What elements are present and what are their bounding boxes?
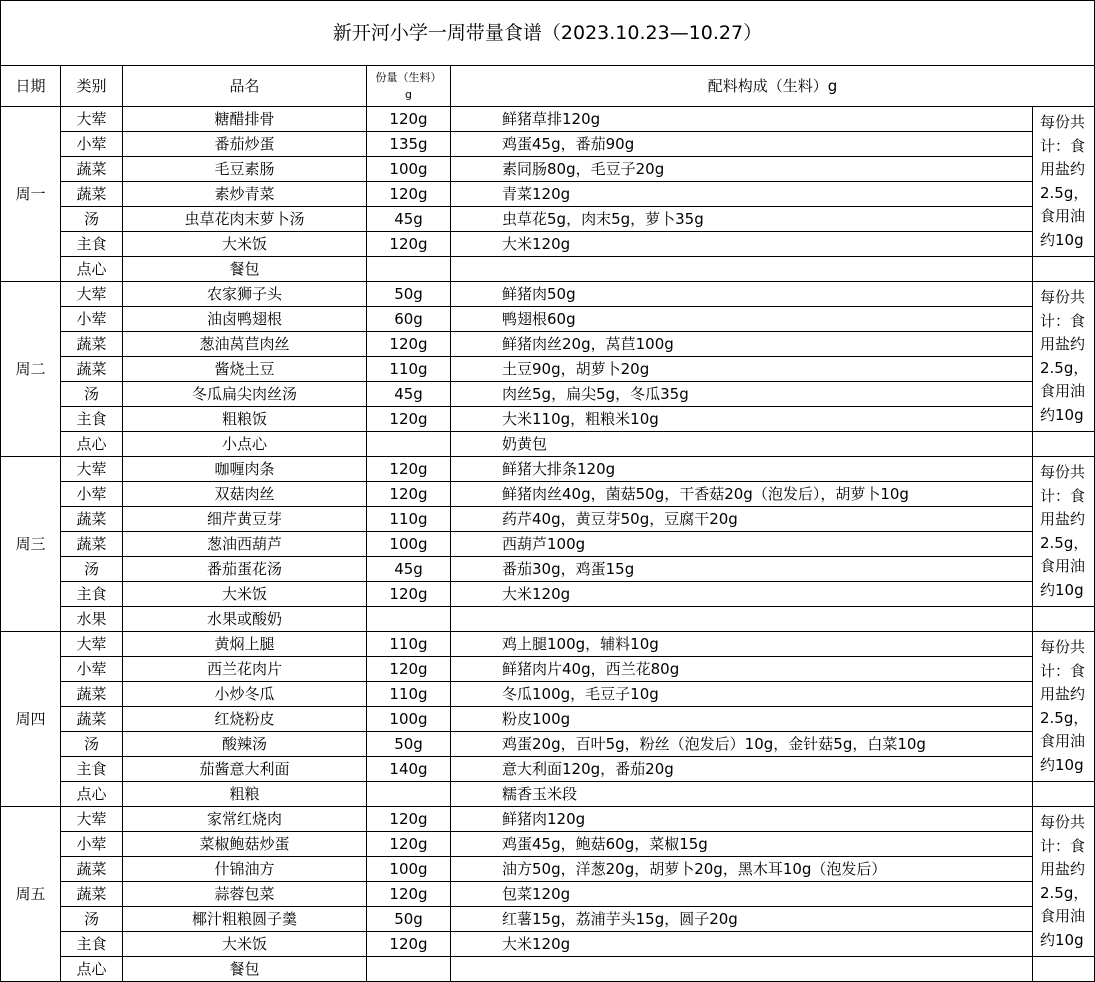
portion-cell	[367, 782, 451, 807]
portion-cell: 110g	[367, 357, 451, 382]
header-ingredients: 配料构成（生料）g	[451, 66, 1095, 107]
day-label: 周四	[1, 632, 61, 807]
dish-cell: 小点心	[123, 432, 367, 457]
ingredients-cell: 西葫芦100g	[451, 532, 1033, 557]
portion-cell: 50g	[367, 907, 451, 932]
day-label: 周一	[1, 107, 61, 282]
portion-cell: 100g	[367, 532, 451, 557]
ingredients-cell: 虫草花5g，肉末5g，萝卜35g	[451, 207, 1033, 232]
table-row	[1, 157, 1095, 182]
category-cell: 大荤	[61, 632, 123, 657]
portion-cell: 120g	[367, 882, 451, 907]
category-cell: 蔬菜	[61, 357, 123, 382]
table-row	[1, 707, 1095, 732]
category-cell: 蔬菜	[61, 182, 123, 207]
table-row	[1, 732, 1095, 757]
table-row	[1, 682, 1095, 707]
category-cell: 蔬菜	[61, 532, 123, 557]
portion-cell: 120g	[367, 107, 451, 132]
category-cell: 蔬菜	[61, 882, 123, 907]
portion-cell	[367, 257, 451, 282]
header-dish: 品名	[123, 66, 367, 107]
dish-cell: 农家狮子头	[123, 282, 367, 307]
table-row	[1, 807, 1095, 832]
ingredients-cell	[451, 957, 1033, 982]
portion-cell: 140g	[367, 757, 451, 782]
dish-cell: 椰汁粗粮圆子羹	[123, 907, 367, 932]
table-row	[1, 657, 1095, 682]
ingredients-cell	[451, 607, 1033, 632]
note-blank-cell	[1033, 607, 1095, 632]
category-cell: 小荤	[61, 307, 123, 332]
ingredients-cell: 鲜猪肉片40g，西兰花80g	[451, 657, 1033, 682]
portion-cell	[367, 432, 451, 457]
ingredients-cell: 包菜120g	[451, 882, 1033, 907]
ingredients-cell: 糯香玉米段	[451, 782, 1033, 807]
category-cell: 大荤	[61, 457, 123, 482]
table-row	[1, 407, 1095, 432]
portion-cell	[367, 607, 451, 632]
nutrition-note: 每份共计：食用盐约2.5g，食用油约10g	[1033, 282, 1095, 432]
ingredients-cell: 鲜猪草排120g	[451, 107, 1033, 132]
dish-cell: 水果或酸奶	[123, 607, 367, 632]
dish-cell: 大米饭	[123, 932, 367, 957]
ingredients-cell: 红薯15g，荔浦芋头15g，圆子20g	[451, 907, 1033, 932]
dish-cell: 粗粮	[123, 782, 367, 807]
table-row	[1, 382, 1095, 407]
portion-cell: 120g	[367, 657, 451, 682]
table-row	[1, 832, 1095, 857]
dish-cell: 番茄炒蛋	[123, 132, 367, 157]
portion-cell: 110g	[367, 507, 451, 532]
category-cell: 汤	[61, 732, 123, 757]
category-cell: 汤	[61, 907, 123, 932]
category-cell: 点心	[61, 257, 123, 282]
category-cell: 小荤	[61, 132, 123, 157]
ingredients-cell: 奶黄包	[451, 432, 1033, 457]
header-category: 类别	[61, 66, 123, 107]
portion-cell: 50g	[367, 732, 451, 757]
category-cell: 点心	[61, 432, 123, 457]
table-row	[1, 232, 1095, 257]
portion-cell: 120g	[367, 182, 451, 207]
note-blank-cell	[1033, 782, 1095, 807]
table-row	[1, 632, 1095, 657]
portion-cell: 120g	[367, 932, 451, 957]
note-blank-cell	[1033, 957, 1095, 982]
ingredients-cell: 大米110g，粗粮米10g	[451, 407, 1033, 432]
table-row	[1, 357, 1095, 382]
category-cell: 汤	[61, 557, 123, 582]
table-row	[1, 332, 1095, 357]
ingredients-cell: 鸡蛋20g，百叶5g，粉丝（泡发后）10g，金针菇5g，白菜10g	[451, 732, 1033, 757]
category-cell: 汤	[61, 382, 123, 407]
category-cell: 大荤	[61, 107, 123, 132]
portion-cell: 100g	[367, 707, 451, 732]
ingredients-cell: 冬瓜100g，毛豆子10g	[451, 682, 1033, 707]
portion-cell: 110g	[367, 632, 451, 657]
dish-cell: 虫草花肉末萝卜汤	[123, 207, 367, 232]
dish-cell: 番茄蛋花汤	[123, 557, 367, 582]
nutrition-note: 每份共计：食用盐约2.5g，食用油约10g	[1033, 107, 1095, 257]
category-cell: 点心	[61, 782, 123, 807]
ingredients-cell: 鲜猪肉丝20g，莴苣100g	[451, 332, 1033, 357]
portion-cell: 120g	[367, 807, 451, 832]
ingredients-cell: 番茄30g，鸡蛋15g	[451, 557, 1033, 582]
ingredients-cell	[451, 257, 1033, 282]
dish-cell: 素炒青菜	[123, 182, 367, 207]
table-row	[1, 607, 1095, 632]
portion-cell: 120g	[367, 332, 451, 357]
table-row	[1, 257, 1095, 282]
nutrition-note: 每份共计：食用盐约2.5g，食用油约10g	[1033, 807, 1095, 957]
table-row	[1, 432, 1095, 457]
table-row	[1, 507, 1095, 532]
dish-cell: 葱油莴苣肉丝	[123, 332, 367, 357]
category-cell: 点心	[61, 957, 123, 982]
category-cell: 主食	[61, 757, 123, 782]
dish-cell: 大米饭	[123, 582, 367, 607]
portion-cell: 120g	[367, 407, 451, 432]
table-row	[1, 182, 1095, 207]
dish-cell: 菜椒鲍菇炒蛋	[123, 832, 367, 857]
portion-cell: 60g	[367, 307, 451, 332]
table-row	[1, 557, 1095, 582]
table-row	[1, 282, 1095, 307]
category-cell: 大荤	[61, 282, 123, 307]
ingredients-cell: 鸭翅根60g	[451, 307, 1033, 332]
table-row	[1, 757, 1095, 782]
portion-cell: 100g	[367, 857, 451, 882]
dish-cell: 葱油西葫芦	[123, 532, 367, 557]
category-cell: 蔬菜	[61, 332, 123, 357]
category-cell: 小荤	[61, 832, 123, 857]
dish-cell: 酸辣汤	[123, 732, 367, 757]
ingredients-cell: 青菜120g	[451, 182, 1033, 207]
dish-cell: 家常红烧肉	[123, 807, 367, 832]
ingredients-cell: 鲜猪肉50g	[451, 282, 1033, 307]
category-cell: 小荤	[61, 657, 123, 682]
dish-cell: 大米饭	[123, 232, 367, 257]
day-label: 周三	[1, 457, 61, 632]
page-title: 新开河小学一周带量食谱（2023.10.23—10.27）	[1, 1, 1095, 66]
table-row	[1, 207, 1095, 232]
category-cell: 蔬菜	[61, 157, 123, 182]
note-blank-cell	[1033, 432, 1095, 457]
day-label: 周五	[1, 807, 61, 982]
ingredients-cell: 药芹40g，黄豆芽50g，豆腐干20g	[451, 507, 1033, 532]
table-row	[1, 482, 1095, 507]
portion-cell: 45g	[367, 207, 451, 232]
dish-cell: 毛豆素肠	[123, 157, 367, 182]
portion-cell: 120g	[367, 457, 451, 482]
category-cell: 主食	[61, 932, 123, 957]
portion-cell	[367, 957, 451, 982]
dish-cell: 西兰花肉片	[123, 657, 367, 682]
ingredients-cell: 鲜猪肉120g	[451, 807, 1033, 832]
table-row	[1, 932, 1095, 957]
table-row	[1, 782, 1095, 807]
category-cell: 蔬菜	[61, 707, 123, 732]
dish-cell: 油卤鸭翅根	[123, 307, 367, 332]
dish-cell: 茄酱意大利面	[123, 757, 367, 782]
nutrition-note: 每份共计：食用盐约2.5g，食用油约10g	[1033, 457, 1095, 607]
ingredients-cell: 意大利面120g，番茄20g	[451, 757, 1033, 782]
note-blank-cell	[1033, 257, 1095, 282]
table-row	[1, 907, 1095, 932]
category-cell: 小荤	[61, 482, 123, 507]
dish-cell: 蒜蓉包菜	[123, 882, 367, 907]
header-portion-line1: 份量（生料）	[375, 71, 442, 84]
dish-cell: 酱烧土豆	[123, 357, 367, 382]
dish-cell: 咖喱肉条	[123, 457, 367, 482]
portion-cell: 45g	[367, 557, 451, 582]
table-row	[1, 307, 1095, 332]
table-row	[1, 457, 1095, 482]
dish-cell: 细芹黄豆芽	[123, 507, 367, 532]
ingredients-cell: 粉皮100g	[451, 707, 1033, 732]
portion-cell: 120g	[367, 582, 451, 607]
nutrition-note: 每份共计：食用盐约2.5g，食用油约10g	[1033, 632, 1095, 782]
portion-cell: 110g	[367, 682, 451, 707]
category-cell: 汤	[61, 207, 123, 232]
portion-cell: 120g	[367, 482, 451, 507]
ingredients-cell: 油方50g，洋葱20g，胡萝卜20g，黑木耳10g（泡发后）	[451, 857, 1033, 882]
ingredients-cell: 素同肠80g，毛豆子20g	[451, 157, 1033, 182]
header-date: 日期	[1, 66, 61, 107]
category-cell: 主食	[61, 582, 123, 607]
dish-cell: 双菇肉丝	[123, 482, 367, 507]
ingredients-cell: 大米120g	[451, 582, 1033, 607]
portion-cell: 135g	[367, 132, 451, 157]
ingredients-cell: 大米120g	[451, 932, 1033, 957]
portion-cell: 120g	[367, 232, 451, 257]
ingredients-cell: 鲜猪肉丝40g，菌菇50g，干香菇20g（泡发后），胡萝卜10g	[451, 482, 1033, 507]
ingredients-cell: 土豆90g，胡萝卜20g	[451, 357, 1033, 382]
category-cell: 水果	[61, 607, 123, 632]
category-cell: 主食	[61, 232, 123, 257]
dish-cell: 餐包	[123, 257, 367, 282]
table-row	[1, 107, 1095, 132]
category-cell: 主食	[61, 407, 123, 432]
portion-cell: 100g	[367, 157, 451, 182]
table-row	[1, 132, 1095, 157]
header-portion-line2: g	[405, 88, 412, 101]
ingredients-cell: 鸡蛋45g，番茄90g	[451, 132, 1033, 157]
category-cell: 蔬菜	[61, 507, 123, 532]
portion-cell: 45g	[367, 382, 451, 407]
ingredients-cell: 肉丝5g，扁尖5g，冬瓜35g	[451, 382, 1033, 407]
table-row	[1, 882, 1095, 907]
ingredients-cell: 鸡蛋45g，鲍菇60g，菜椒15g	[451, 832, 1033, 857]
ingredients-cell: 鸡上腿100g，辅料10g	[451, 632, 1033, 657]
portion-cell: 120g	[367, 832, 451, 857]
table-row	[1, 582, 1095, 607]
dish-cell: 黄焖上腿	[123, 632, 367, 657]
ingredients-cell: 大米120g	[451, 232, 1033, 257]
table-row	[1, 957, 1095, 982]
dish-cell: 红烧粉皮	[123, 707, 367, 732]
ingredients-cell: 鲜猪大排条120g	[451, 457, 1033, 482]
table-row	[1, 532, 1095, 557]
dish-cell: 餐包	[123, 957, 367, 982]
category-cell: 蔬菜	[61, 857, 123, 882]
category-cell: 大荤	[61, 807, 123, 832]
dish-cell: 糖醋排骨	[123, 107, 367, 132]
day-label: 周二	[1, 282, 61, 457]
header-portion	[367, 66, 451, 107]
dish-cell: 粗粮饭	[123, 407, 367, 432]
dish-cell: 什锦油方	[123, 857, 367, 882]
category-cell: 蔬菜	[61, 682, 123, 707]
dish-cell: 冬瓜扁尖肉丝汤	[123, 382, 367, 407]
portion-cell: 50g	[367, 282, 451, 307]
dish-cell: 小炒冬瓜	[123, 682, 367, 707]
table-row	[1, 857, 1095, 882]
